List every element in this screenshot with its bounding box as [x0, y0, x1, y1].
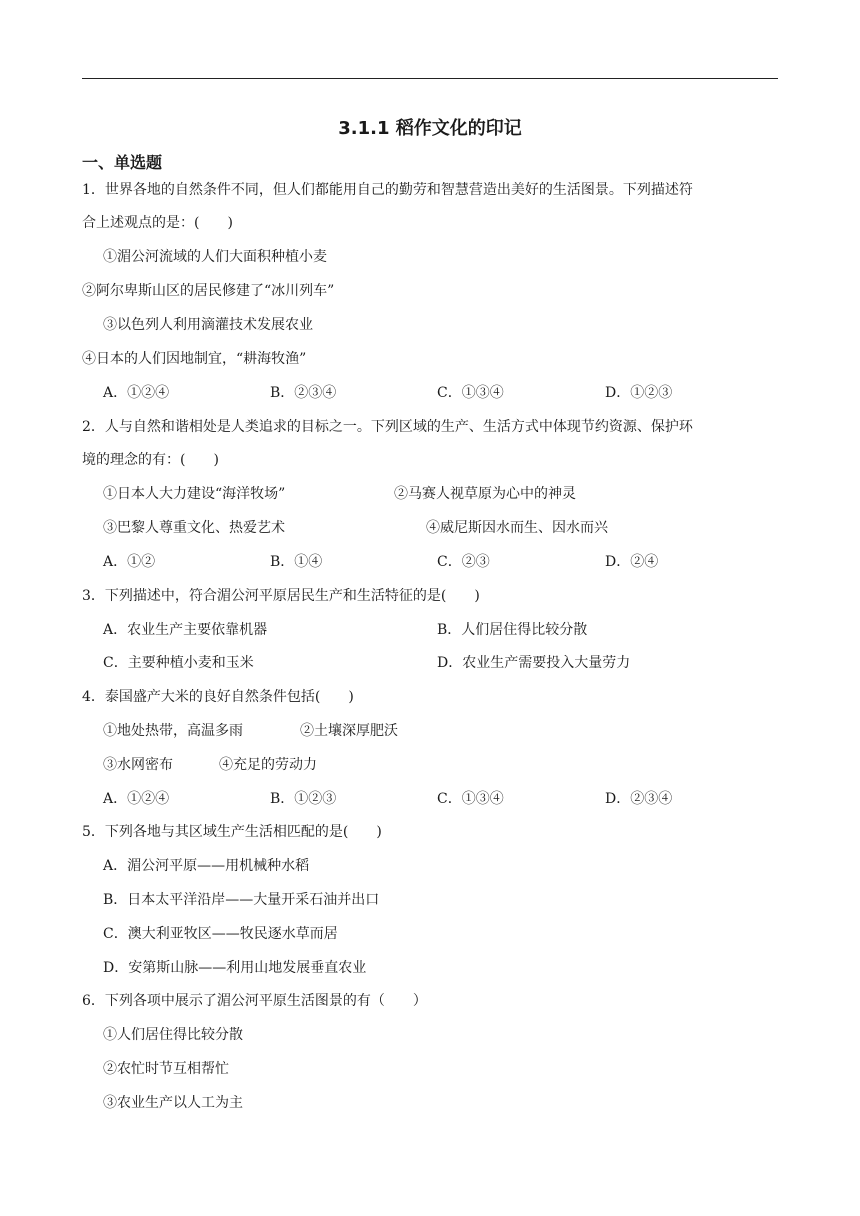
question-2-choice-a[interactable]: A．①② — [103, 554, 156, 570]
question-1-choice-b[interactable]: B．②③④ — [270, 385, 337, 401]
question-1-item-3: ③以色列人利用滴灌技术发展农业 — [103, 317, 313, 333]
question-5-choice-b[interactable]: B．日本太平洋沿岸——大量开采石油并出口 — [103, 892, 380, 908]
document-title: 3.1.1 稻作文化的印记 — [338, 118, 522, 139]
question-4-item-3: ③水网密布 — [103, 757, 173, 773]
question-3-choice-c[interactable]: C．主要种植小麦和玉米 — [103, 655, 254, 671]
question-3-choice-d[interactable]: D．农业生产需要投入大量劳力 — [437, 655, 631, 671]
question-2-choice-d[interactable]: D．②④ — [605, 554, 659, 570]
question-2-stem: 2．人与自然和谐相处是人类追求的目标之一。下列区域的生产、生活方式中体现节约资源、保护环 — [82, 419, 693, 435]
question-6-item-3: ③农业生产以人工为主 — [103, 1095, 243, 1111]
question-4-item-1: ①地处热带，高温多雨 — [103, 723, 243, 739]
question-1-choice-c[interactable]: C．①③④ — [437, 385, 504, 401]
question-1-choice-d[interactable]: D．①②③ — [605, 385, 673, 401]
question-4-stem: 4．泰国盛产大米的良好自然条件包括( ) — [82, 689, 354, 705]
question-1-choice-a[interactable]: A．①②④ — [103, 385, 170, 401]
section-heading: 一、单选题 — [82, 153, 163, 172]
question-4-item-4: ④充足的劳动力 — [219, 757, 317, 773]
question-4-choice-c[interactable]: C．①③④ — [437, 791, 504, 807]
question-3-stem: 3．下列描述中，符合湄公河平原居民生产和生活特征的是( ) — [82, 588, 480, 604]
question-4-choice-a[interactable]: A．①②④ — [103, 791, 170, 807]
question-5-choice-c[interactable]: C．澳大利亚牧区——牧民逐水草而居 — [103, 926, 338, 942]
question-4-choice-d[interactable]: D．②③④ — [605, 791, 673, 807]
question-5-stem: 5．下列各地与其区域生产生活相匹配的是( ) — [82, 824, 382, 840]
question-1-item-1: ①湄公河流域的人们大面积种植小麦 — [103, 249, 327, 265]
question-5-choice-d[interactable]: D．安第斯山脉——利用山地发展垂直农业 — [103, 960, 367, 976]
question-3-choice-b[interactable]: B．人们居住得比较分散 — [437, 622, 588, 638]
question-2-item-2: ②马赛人视草原为心中的神灵 — [394, 486, 576, 502]
question-4-choice-b[interactable]: B．①②③ — [270, 791, 337, 807]
question-1-stem: 1．世界各地的自然条件不同，但人们都能用自己的勤劳和智慧营造出美好的生活图景。下列描述符 — [82, 182, 693, 198]
question-2-item-3: ③巴黎人尊重文化、热爱艺术 — [103, 520, 285, 536]
question-2-item-1: ①日本人大力建设“海洋牧场” — [103, 486, 286, 502]
question-2-item-4: ④威尼斯因水而生、因水而兴 — [426, 520, 608, 536]
question-4-item-2: ②土壤深厚肥沃 — [300, 723, 398, 739]
question-2-choice-c[interactable]: C．②③ — [437, 554, 490, 570]
question-1-item-4: ④日本的人们因地制宜，“耕海牧渔” — [82, 351, 307, 367]
question-2-stem-cont: 境的理念的有：( ) — [82, 452, 219, 468]
question-6-stem: 6．下列各项中展示了湄公河平原生活图景的有（ ） — [82, 993, 427, 1009]
question-2-choice-b[interactable]: B．①④ — [270, 554, 323, 570]
question-6-item-1: ①人们居住得比较分散 — [103, 1027, 243, 1043]
question-6-item-2: ②农忙时节互相帮忙 — [103, 1061, 229, 1077]
header-rule — [82, 78, 778, 79]
question-5-choice-a[interactable]: A．湄公河平原——用机械种水稻 — [103, 858, 310, 874]
question-1-stem-cont: 合上述观点的是：( ) — [82, 215, 233, 231]
question-1-item-2: ②阿尔卑斯山区的居民修建了“冰川列车” — [82, 283, 335, 299]
question-3-choice-a[interactable]: A．农业生产主要依靠机器 — [103, 622, 268, 638]
